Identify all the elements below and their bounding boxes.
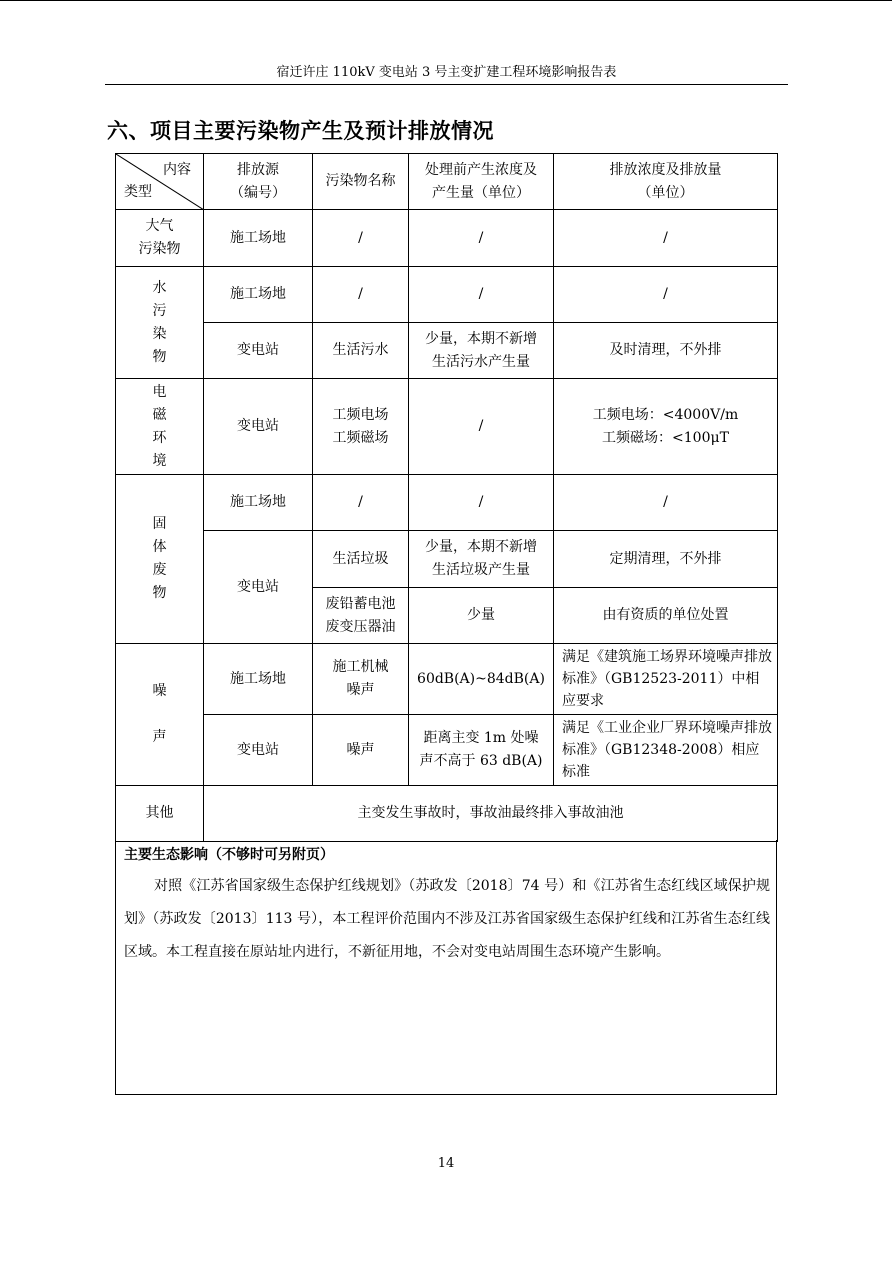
- cell-other-content: 主变发生事故时，事故油最终排入事故油池: [204, 786, 778, 842]
- table-row: [116, 715, 778, 786]
- diagonal-header-cell: [116, 154, 204, 210]
- cell-pollutant: /: [313, 267, 409, 323]
- header-before-treatment: 处理前产生浓度及 产生量（单位）: [409, 154, 554, 210]
- cell-after: 由有资质的单位处置: [554, 588, 778, 644]
- cell-before: /: [409, 379, 554, 475]
- cell-source: 变电站: [204, 379, 313, 475]
- header-pollutant: 污染物名称: [313, 154, 409, 210]
- header-after-treatment: 排放浓度及排放量 （单位）: [554, 154, 778, 210]
- running-header: 宿迁许庄 110kV 变电站 3 号主变扩建工程环境影响报告表: [276, 65, 617, 80]
- cell-source: 施工场地: [204, 475, 313, 531]
- cell-before: 60dB(A)~84dB(A): [409, 644, 554, 715]
- cell-pollutant: 生活垃圾: [313, 531, 409, 588]
- table-row: [116, 644, 778, 715]
- pollution-table: [115, 153, 778, 842]
- cell-pollutant: /: [313, 210, 409, 267]
- type-electromagnetic: 电 磁 环 境: [116, 379, 204, 475]
- cell-source: 变电站: [204, 715, 313, 786]
- header-rule: [105, 84, 788, 85]
- type-solid-waste: 固 体 废 物: [116, 475, 204, 644]
- table-row: [116, 267, 778, 323]
- top-border-line: [0, 0, 892, 1]
- table-row: [116, 531, 778, 588]
- cell-after: 满足《工业企业厂界环境噪声排放标准》（GB12348-2008）相应标准: [554, 715, 778, 786]
- cell-source: 变电站: [204, 323, 313, 379]
- header-source: 排放源 （编号）: [204, 154, 313, 210]
- section-title: 六、项目主要污染物产生及预计排放情况: [107, 118, 494, 143]
- cell-after: /: [554, 210, 778, 267]
- ecological-impact-title: 主要生态影响（不够时可另附页）: [124, 847, 334, 863]
- ecological-impact-box: [115, 840, 777, 1095]
- type-noise: 噪 声: [116, 644, 204, 786]
- table-row: [116, 210, 778, 267]
- ecological-impact-body: 对照《江苏省国家级生态保护红线规划》（苏政发〔2018〕74 号）和《江苏省生态红线区域保护规划》（苏政发〔2013〕113 号），本工程评价范围内不涉及江苏省国家级生态保护红线和江苏省生态红线区域。本工程直接在原站址内进行，不新征用地，不会对变电站周围生态环境产生影响。: [124, 878, 770, 960]
- cell-before: /: [409, 267, 554, 323]
- table-header-row: [116, 154, 778, 210]
- cell-source: 施工场地: [204, 644, 313, 715]
- cell-before: 少量: [409, 588, 554, 644]
- page-number: 14: [437, 1156, 455, 1171]
- corner-type-label: 类型: [124, 184, 152, 200]
- cell-before: 少量，本期不新增 生活污水产生量: [409, 323, 554, 379]
- cell-before: /: [409, 475, 554, 531]
- cell-pollutant: 施工机械 噪声: [313, 644, 409, 715]
- cell-pollutant: 噪声: [313, 715, 409, 786]
- cell-after: /: [554, 475, 778, 531]
- cell-after: 定期清理，不外排: [554, 531, 778, 588]
- cell-pollutant: 废铅蓄电池 废变压器油: [313, 588, 409, 644]
- cell-before: 距离主变 1m 处噪 声不高于 63 dB(A): [409, 715, 554, 786]
- type-air: 大气 污染物: [116, 210, 204, 267]
- cell-source: 施工场地: [204, 210, 313, 267]
- corner-content-label: 内容: [163, 162, 191, 178]
- cell-after: 工频电场：<4000V/m 工频磁场：<100μT: [554, 379, 778, 475]
- cell-pollutant: /: [313, 475, 409, 531]
- cell-source: 变电站: [204, 531, 313, 644]
- cell-after: 及时清理，不外排: [554, 323, 778, 379]
- table-row: [116, 323, 778, 379]
- cell-before: /: [409, 210, 554, 267]
- cell-pollutant: 生活污水: [313, 323, 409, 379]
- cell-source: 施工场地: [204, 267, 313, 323]
- table-row: [116, 786, 778, 842]
- cell-pollutant: 工频电场 工频磁场: [313, 379, 409, 475]
- cell-after: /: [554, 267, 778, 323]
- type-other: 其他: [116, 786, 204, 842]
- cell-after: 满足《建筑施工场界环境噪声排放标准》（GB12523-2011）中相应要求: [554, 644, 778, 715]
- table-row: [116, 379, 778, 475]
- table-row: [116, 475, 778, 531]
- cell-before: 少量，本期不新增 生活垃圾产生量: [409, 531, 554, 588]
- type-water: 水 污 染 物: [116, 267, 204, 379]
